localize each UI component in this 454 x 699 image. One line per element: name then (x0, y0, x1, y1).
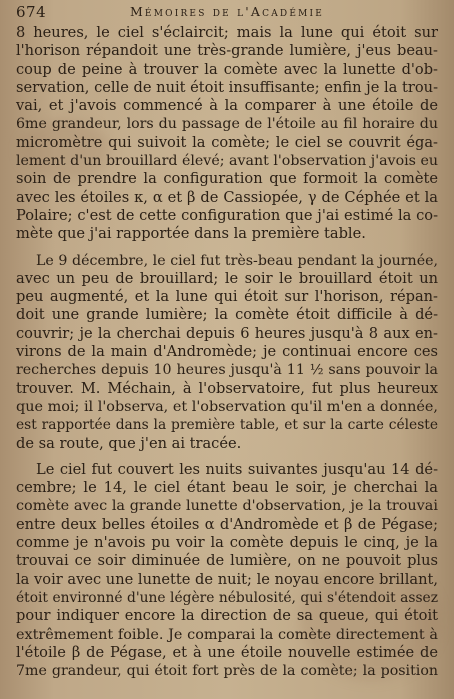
text-line: l'étoile β de Pégase, et à une étoile nouvelle estimée de (16, 643, 438, 661)
paragraph-2 (16, 252, 438, 453)
text-line: entre deux belles étoiles α d'Andromède et β de Pégase; (16, 515, 438, 533)
text-line: trouvai ce soir diminuée de lumière, on ne pouvoit plus (16, 552, 438, 570)
text-line: que moi; il l'observa, et l'observation qu'il m'en a donnée, (16, 398, 438, 415)
paragraph-1 (16, 24, 438, 244)
text-line: est rapportée dans la première table, et sur la carte céleste (16, 417, 438, 434)
page-header (14, 3, 440, 23)
text-line: étoit environné d'une légère nébulosité, qui s'étendoit assez (16, 589, 438, 606)
text-line: mète que j'ai rapportée dans la première table. (16, 225, 366, 243)
text-line: recherches depuis 10 heures jusqu'à 11 ½ sans pouvoir la (16, 362, 438, 379)
text-line: virons de la main d'Andromède; je continuai encore ces (16, 343, 438, 361)
paragraph-gap (16, 453, 438, 461)
text-line: lement d'un brouillard élevé; avant l'observation j'avois eu (16, 153, 438, 170)
text-line: comète avec la grande lunette d'observation, je la trouvai (16, 498, 438, 515)
text-line: cembre; le 14, le ciel étant beau le soir, je cherchai la (16, 479, 438, 497)
running-title: Mémoires de l'Académie (129, 4, 325, 19)
text-line: comme je n'avois pu voir la comète depuis le cinq, je la (16, 534, 438, 552)
text-line: coup de peine à trouver la comète avec la lunette d'ob- (16, 60, 438, 78)
text-line: avec un peu de brouillard; le soir le brouillard étoit un (16, 269, 438, 287)
text-line: servation, celle de nuit étoit insuffisante; enfin je la trou- (16, 78, 438, 96)
text-line: 8 heures, le ciel s'éclaircit; mais la lune qui étoit sur (16, 24, 438, 41)
text-line: l'horison répandoit une très-grande lumière, j'eus beau- (16, 42, 438, 60)
text-line: pour indiquer encore la direction de sa queue, qui étoit (16, 607, 438, 625)
text-line: trouver. M. Méchain, à l'observatoire, fut plus heureux (16, 379, 438, 397)
paragraph-3 (16, 461, 438, 681)
text-line: soin de prendre la configuration que formoit la comète (16, 170, 438, 188)
text-line: Le ciel fut couvert les nuits suivantes jusqu'au 14 dé- (36, 460, 438, 478)
text-line: Polaire; c'est de cette configuration que j'ai estimé la co- (16, 206, 438, 224)
text-line: 7me grandeur, qui étoit fort près de la comète; la position (16, 663, 438, 680)
text-line: peu augmenté, et la lune qui étoit sur l'horison, répan- (16, 288, 438, 306)
paragraph-gap (16, 244, 438, 252)
text-line: de sa route, que j'en ai tracée. (16, 434, 242, 452)
text-line: Le 9 décembre, le ciel fut très-beau pendant la journée, (36, 252, 438, 269)
text-line: doit une grande lumière; la comète étoit difficile à dé- (16, 306, 438, 324)
text-line: la voir avec une lunette de nuit; le noyau encore brillant, (16, 570, 438, 588)
text-line: extrêmement foible. Je comparai la comète directement à (16, 626, 438, 643)
page-number: 674 (16, 3, 47, 21)
text-line: couvrir; je la cherchai depuis 6 heures jusqu'à 8 aux en- (16, 324, 438, 342)
text-line: vai, et j'avois commencé à la comparer à une étoile de (16, 97, 438, 115)
page-body (16, 24, 438, 680)
text-line: micromètre qui suivoit la comète; le ciel se couvrit éga- (16, 133, 438, 151)
text-line: 6me grandeur, lors du passage de l'étoile au fil horaire du (16, 116, 438, 133)
text-line: avec les étoiles κ, α et β de Cassiopée, γ de Céphée et la (16, 188, 438, 206)
